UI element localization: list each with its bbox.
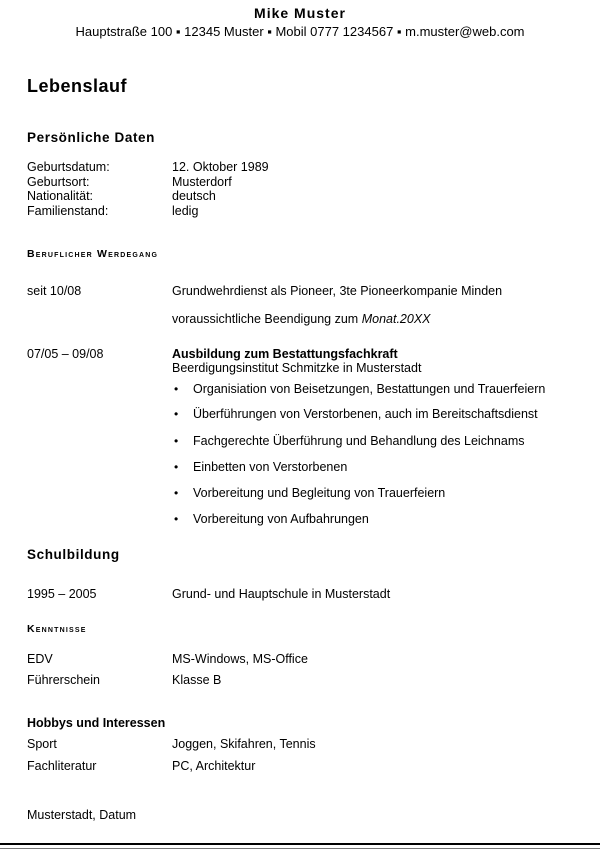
career-bullet-1: Organisiation von Beisetzungen, Bestattungen und Trauerfeiern [193,382,546,396]
personal-label-birthplace: Geburtsort: [27,174,90,189]
career-title-2: Ausbildung zum Bestattungsfachkraft [172,347,398,361]
career-bullet-6: Vorbereitung von Aufbahrungen [193,512,369,526]
bullet-dot: • [174,407,179,421]
bullet-dot: • [174,512,179,526]
career-bullet-5: Vorbereitung und Begleitung von Trauerfeiern [193,486,446,500]
bullet-dot: • [174,486,179,500]
hobbies-label-literature: Fachliteratur [27,759,97,773]
skills-value-license: Klasse B [172,673,222,687]
career-note-prefix: voraussichtliche Beendigung zum [172,312,362,326]
personal-value-birthplace: Musterdorf [172,174,232,189]
bullet-dot: • [174,434,179,448]
career-bullet-3: Fachgerechte Überführung und Behandlung des Leichnams [193,434,525,448]
career-company-2: Beerdigungsinstitut Schmitzke in Musterstadt [172,361,422,375]
bottom-divider-shadow [0,848,600,849]
hobbies-value-sport: Joggen, Skifahren, Tennis [172,737,316,751]
career-bullet-2: Überführungen von Verstorbenen, auch im Bereitschaftsdienst [193,407,538,421]
skills-label-edv: EDV [27,652,53,666]
career-period-1: seit 10/08 [27,284,82,298]
career-period-2: 07/05 – 09/08 [27,347,104,361]
personal-value-marital: ledig [172,203,199,218]
skills-label-license: Führerschein [27,673,100,687]
hobbies-value-literature: PC, Architektur [172,759,256,773]
applicant-name: Mike Muster [254,5,346,21]
personal-label-nationality: Nationalität: [27,189,94,203]
personal-value-nationality: deutsch [172,189,216,203]
place-date: Musterstadt, Datum [27,808,137,822]
bullet-dot: • [174,382,179,396]
document-title: Lebenslauf [27,76,128,96]
section-heading-personal: Persönliche Daten [27,130,155,145]
personal-label-birthdate: Geburtsdatum: [27,160,110,174]
personal-label-marital: Familienstand: [27,203,109,218]
section-heading-career: Beruflicher Werdegang [27,248,159,260]
bottom-divider [0,843,600,845]
contact-line: Hauptstraße 100 ▪ 12345 Muster ▪ Mobil 0777 1234567 ▪ m.muster@web.com [75,24,525,39]
section-heading-school: Schulbildung [27,547,120,562]
hobbies-label-sport: Sport [27,737,57,751]
career-text-1: Grundwehrdienst als Pioneer, 3te Pioneerkompanie Minden [172,284,503,298]
school-text: Grund- und Hauptschule in Musterstadt [172,587,391,601]
personal-value-birthdate: 12. Oktober 1989 [172,160,269,174]
section-heading-skills: Kenntnisse [27,623,87,635]
career-bullet-4: Einbetten von Verstorbenen [193,460,348,474]
career-note-date: Monat.20XX [361,312,431,326]
bullet-dot: • [174,460,179,474]
school-period: 1995 – 2005 [27,587,97,601]
career-note-1 [172,312,431,326]
section-heading-hobbies: Hobbys und Interessen [27,716,166,730]
skills-value-edv: MS-Windows, MS-Office [172,652,308,666]
